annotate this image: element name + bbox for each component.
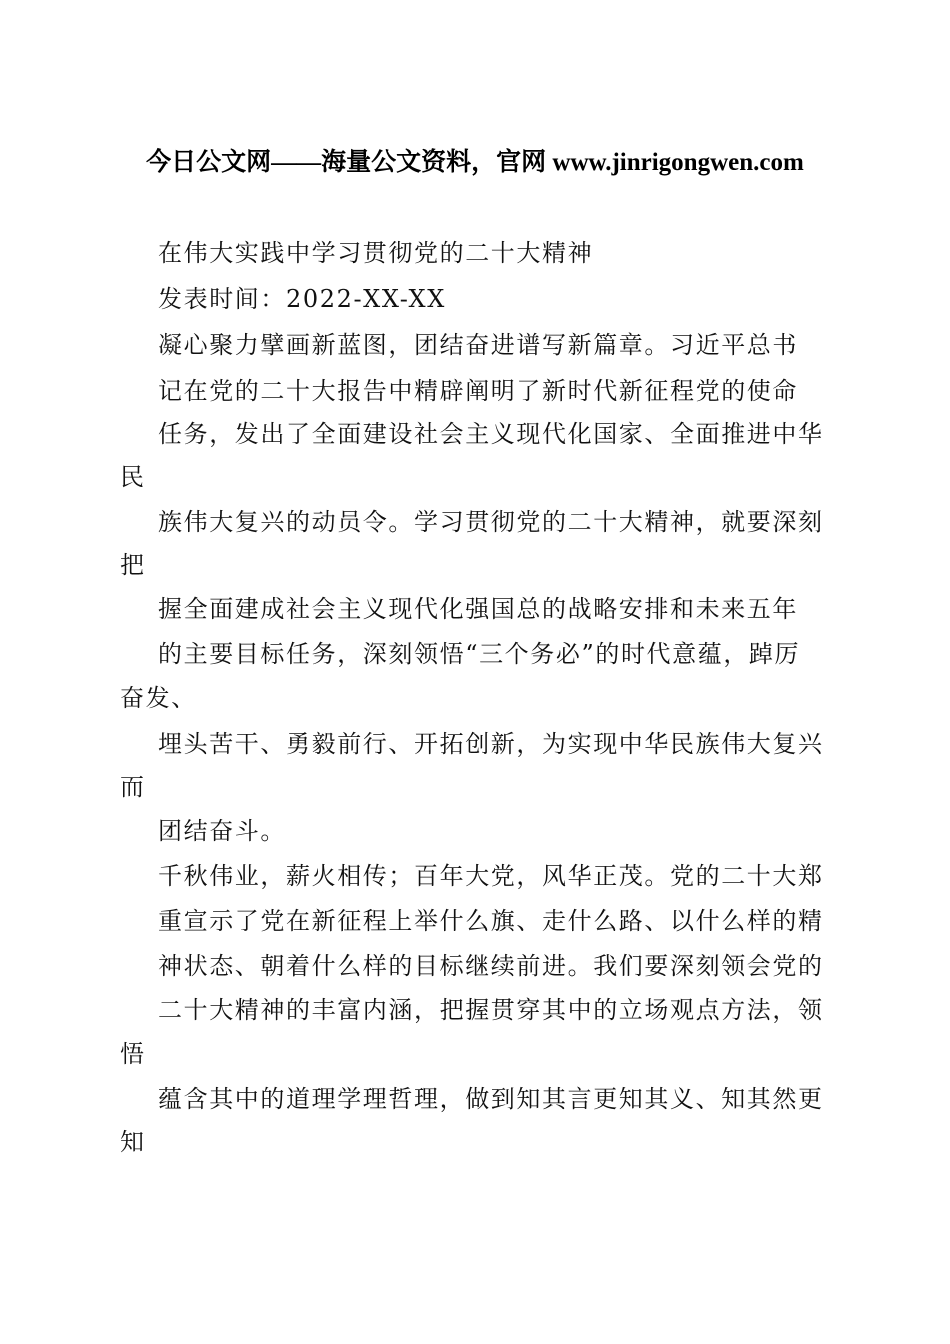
body-line: 凝心聚力擘画新蓝图，团结奋进谱写新篇章。习近平总书 bbox=[158, 331, 798, 359]
body-line: 记在党的二十大报告中精辟阐明了新时代新征程党的使命 bbox=[158, 377, 798, 405]
body-line: 任务，发出了全面建设社会主义现代化国家、全面推进中华 bbox=[158, 420, 824, 448]
body-line: 的主要目标任务，深刻领悟“三个务必”的时代意蕴，踔厉 bbox=[158, 640, 801, 668]
publish-date: 发表时间：2022-XX-XX bbox=[158, 285, 446, 313]
body-line: 知 bbox=[120, 1128, 146, 1156]
body-line: 而 bbox=[120, 773, 146, 801]
body-line: 神状态、朝着什么样的目标继续前进。我们要深刻领会党的 bbox=[158, 952, 824, 980]
body-line: 把 bbox=[120, 551, 146, 579]
article-title: 在伟大实践中学习贯彻党的二十大精神 bbox=[158, 239, 594, 267]
body-line: 握全面建成社会主义现代化强国总的战略安排和未来五年 bbox=[158, 595, 798, 623]
body-line: 悟 bbox=[120, 1040, 146, 1068]
body-line: 千秋伟业，薪火相传；百年大党，风华正茂。党的二十大郑 bbox=[158, 862, 824, 890]
body-line: 族伟大复兴的动员令。学习贯彻党的二十大精神，就要深刻 bbox=[158, 508, 824, 536]
body-line: 埋头苦干、勇毅前行、开拓创新，为实现中华民族伟大复兴 bbox=[158, 730, 824, 758]
body-line: 蕴含其中的道理学理哲理，做到知其言更知其义、知其然更 bbox=[158, 1085, 824, 1113]
body-line: 重宣示了党在新征程上举什么旗、走什么路、以什么样的精 bbox=[158, 907, 824, 935]
body-line: 团结奋斗。 bbox=[158, 817, 286, 845]
body-line: 民 bbox=[120, 463, 146, 491]
site-header: 今日公文网——海量公文资料，官网 www.jinrigongwen.com bbox=[146, 149, 804, 176]
body-line: 二十大精神的丰富内涵，把握贯穿其中的立场观点方法，领 bbox=[158, 996, 824, 1024]
body-line: 奋发、 bbox=[120, 684, 197, 712]
